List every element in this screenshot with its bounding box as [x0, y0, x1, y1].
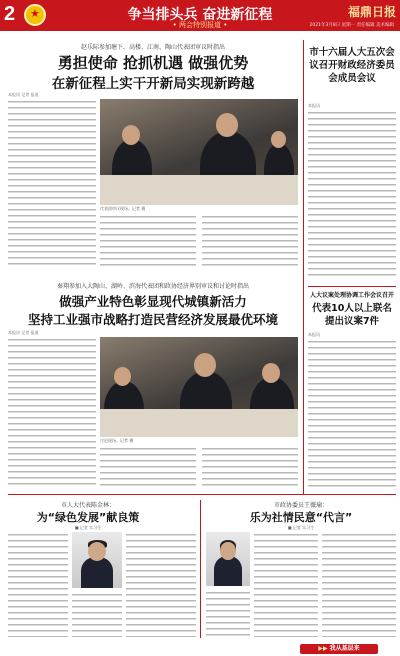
sidebar2-byline: 本报讯 [308, 332, 320, 337]
bottom-left-col2 [126, 532, 196, 637]
sidebar2-title-line2[interactable]: 代表10人以上联名提出议案7件 [312, 303, 392, 327]
article2-title-line1[interactable]: 做强产业特色彰显现代城镇新活力 [59, 294, 247, 309]
article1-pre-title[interactable]: 赵乐际参加塘下、高楼、江南、陶山代表团审议时指出 [80, 44, 225, 51]
article1-col3 [202, 214, 298, 269]
article2-photo-caption: 讨论现场。记者 摄 [100, 438, 134, 443]
section-title: 争当排头兵 奋进新征程 [127, 7, 273, 23]
article2-title-line2[interactable]: 坚持工业强市战略打造民营经济发展最优环境 [27, 312, 278, 327]
article1-title-line1[interactable]: 勇担使命 抢抓机遇 做强优势 [57, 54, 249, 72]
bottom-right-portrait [206, 532, 250, 586]
bottom-left-byline: ■ 记者 实习生 [74, 525, 102, 530]
article1-photo-caption: 代表团审议现场。记者 摄 [100, 206, 146, 211]
article2-photo [100, 337, 298, 437]
article1-byline: 本报讯 记者 报道 [8, 92, 39, 97]
sidebar2-body [308, 339, 396, 489]
page-header [0, 0, 400, 31]
bottom-divider [8, 494, 396, 495]
newspaper-logo: 福鼎日报 [347, 5, 396, 19]
bottom-column-divider [200, 500, 201, 638]
bottom-left-col3 [72, 592, 122, 637]
article2-col3 [202, 446, 298, 488]
issue-date: 2021年3月8日 星期一 责任编辑 美术编辑 [309, 23, 394, 28]
bottom-right-title[interactable]: 乐为社情民意“代言” [249, 511, 353, 524]
article1-col1 [8, 99, 96, 269]
bottom-right-pre-title[interactable]: 市政协委员王薇瑜： [273, 502, 328, 509]
bottom-right-col1 [254, 532, 318, 637]
article1-col2 [100, 214, 196, 269]
sidebar2-title-line1[interactable]: 人大议案处理协调工作会议召开 [309, 292, 394, 299]
bottom-left-col1 [8, 532, 68, 637]
article2-col1 [8, 337, 96, 487]
page-number: 2 [4, 3, 16, 25]
bottom-left-pre-title[interactable]: 市人大代表陈金林： [60, 502, 115, 509]
footer-button-label: 我从基层来 [329, 645, 360, 652]
article2-col2 [100, 446, 196, 488]
section-subtitle: • 两会特别报道 • [172, 21, 228, 29]
article1-title-line2[interactable]: 在新征程上实干开新局实现新跨越 [51, 76, 255, 92]
bottom-right-col3 [206, 590, 250, 637]
party-emblem-icon [24, 4, 46, 26]
bottom-left-portrait [72, 532, 122, 588]
sidebar1-title[interactable]: 市十六届人大五次会议召开财政经济委员会成员会议 [309, 47, 395, 84]
article2-byline: 本报讯 记者 报道 [8, 330, 39, 335]
sidebar1-byline: 本报讯 [308, 103, 320, 108]
sidebar1-body [308, 110, 396, 280]
column-divider [303, 40, 304, 495]
article2-pre-title[interactable]: 秦翔参加入大陶山、湖岭、滨海代表团和政协经济界别审议和讨论时指出 [56, 283, 249, 290]
bottom-right-byline: ■ 记者 实习生 [287, 525, 315, 530]
article1-photo [100, 99, 298, 205]
arrow-icon: ▶▶ [318, 645, 328, 652]
footer-button[interactable] [300, 644, 378, 654]
page-footer [0, 642, 400, 656]
sidebar-divider [308, 286, 396, 287]
bottom-right-col2 [322, 532, 396, 637]
bottom-left-title[interactable]: 为“绿色发展”献良策 [36, 511, 140, 524]
